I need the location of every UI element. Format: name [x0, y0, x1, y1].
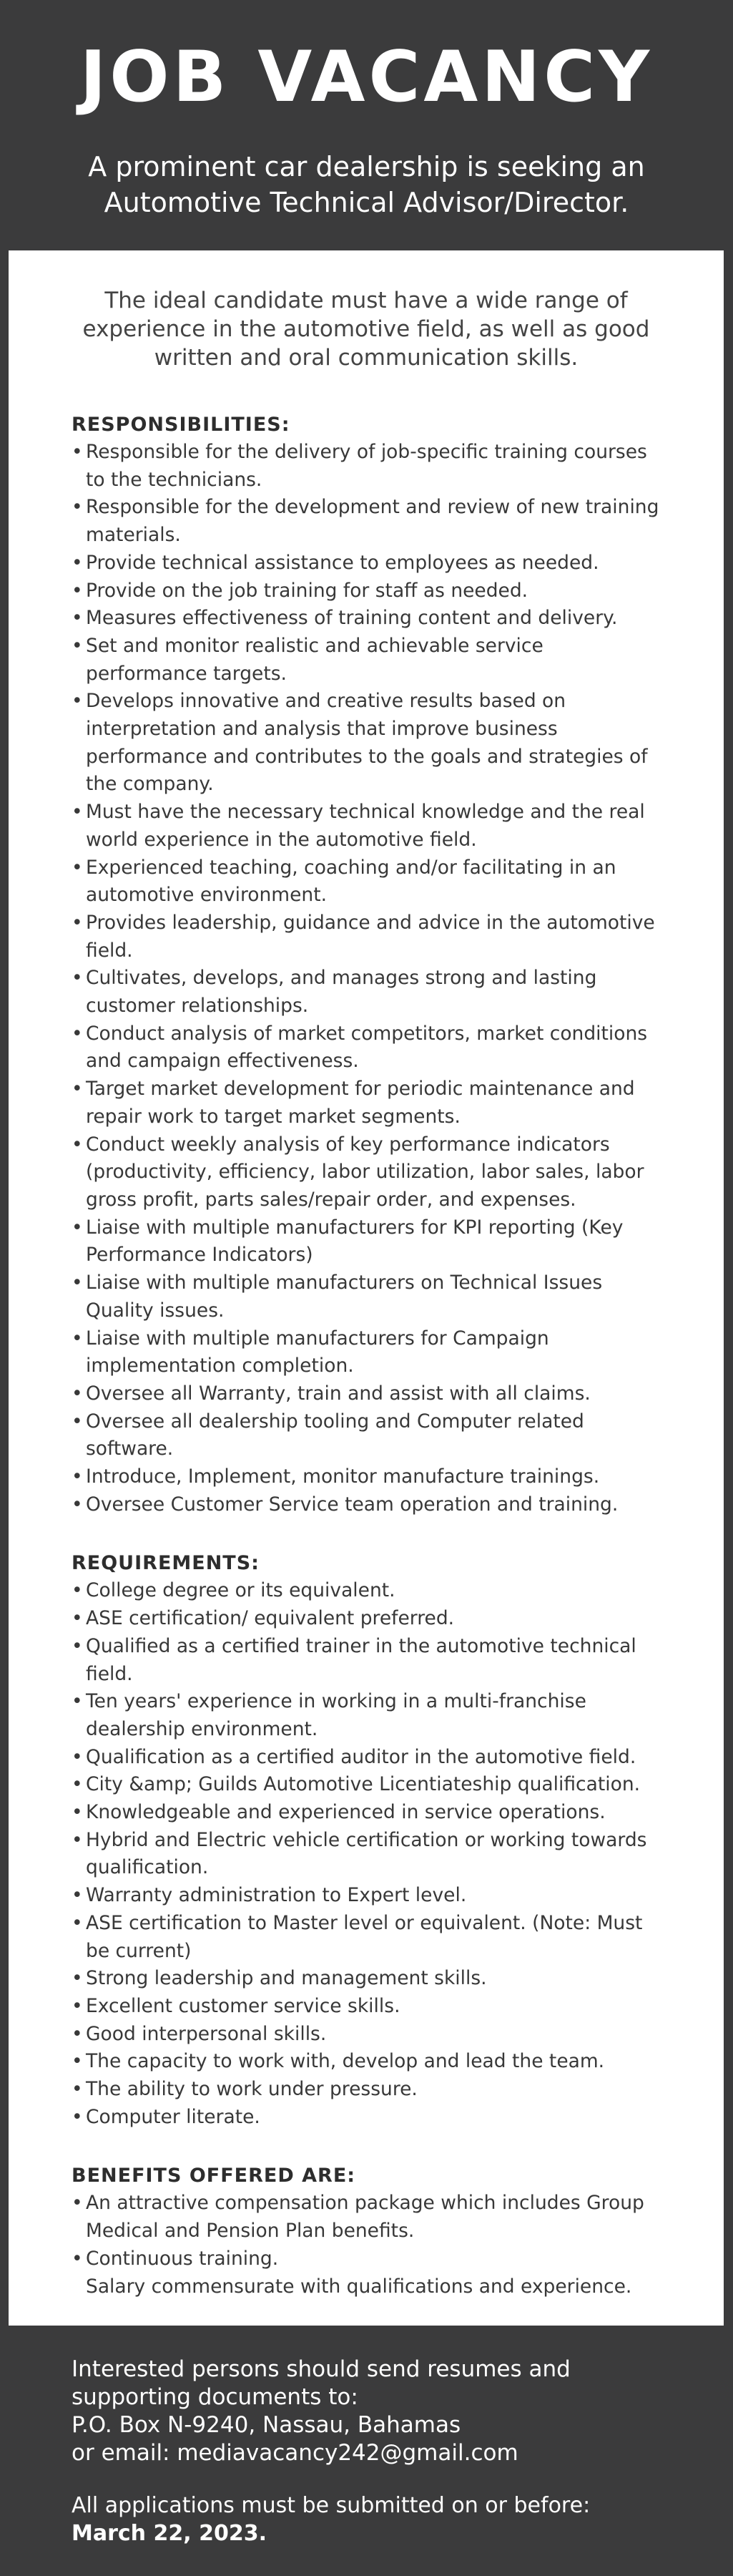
list-item: • Hybrid and Electric vehicle certification or working towards qualification. [72, 1827, 661, 1882]
list-item: • Set and monitor realistic and achievable service performance targets. [72, 633, 661, 688]
list-item: • Good interpersonal skills. [72, 2021, 661, 2049]
contact-line: Interested persons should send resumes and [72, 2356, 571, 2382]
list-item: • Ten years' experience in working in a multi-franchise dealership environment. [72, 1688, 661, 1743]
list-item: • The ability to work under pressure. [72, 2076, 661, 2104]
list-item: • Provides leadership, guidance and advice in the automotive field. [72, 909, 661, 965]
list-item: • The capacity to work with, develop and lead the team. [72, 2048, 661, 2076]
list-item: • Cultivates, develops, and manages strong and lasting customer relationships. [72, 965, 661, 1020]
list-item: • Conduct weekly analysis of key performance indicators (productivity, efficiency, labor utilization, labor sales, labor gross profit, parts sales/repair order, and expenses. [72, 1131, 661, 1214]
list-item: • Oversee all Warranty, train and assist with all claims. [72, 1380, 661, 1408]
list-item: • Qualified as a certified trainer in the automotive technical field. [72, 1633, 661, 1688]
list-item: • Continuous training. [72, 2245, 661, 2273]
list-item: • An attractive compensation package which includes Group Medical and Pension Plan benefits. [72, 2190, 661, 2245]
intro-paragraph [72, 286, 661, 372]
responsibilities-heading: RESPONSIBILITIES: [72, 414, 290, 436]
list-item: • Provide technical assistance to employees as needed. [72, 550, 661, 577]
list-item: • Warranty administration to Expert level. [72, 1882, 661, 1910]
salary-note: Salary commensurate with qualifications and experience. [86, 2275, 632, 2298]
requirements-section [72, 1550, 661, 2131]
list-item: • ASE certification/ equivalent preferred. [72, 1605, 661, 1633]
subtitle-line: Automotive Technical Advisor/Director. [104, 187, 629, 218]
content-card [9, 250, 724, 2326]
list-item: • Strong leadership and management skills. [72, 1965, 661, 1993]
list-item: • Oversee all dealership tooling and Computer related software. [72, 1408, 661, 1463]
deadline-text: All applications must be submitted on or before: [72, 2493, 591, 2518]
list-item: • Knowledgeable and experienced in service operations. [72, 1799, 661, 1827]
list-item: • Liaise with multiple manufacturers for KPI reporting (Key Performance Indicators) [72, 1214, 661, 1269]
list-item: • Measures effectiveness of training content and delivery. [72, 605, 661, 633]
deadline-date: March 22, 2023. [72, 2521, 267, 2546]
responsibilities-section [72, 411, 661, 1518]
benefits-list [72, 2190, 661, 2273]
list-item: • Qualification as a certified auditor in the automotive field. [72, 1744, 661, 1772]
list-item: • Responsible for the delivery of job-specific training courses to the technicians. [72, 439, 661, 494]
contact-block [72, 2356, 701, 2467]
list-item: • ASE certification to Master level or equivalent. (Note: Must be current) [72, 1910, 661, 1965]
intro-line: The ideal candidate must have a wide range of [104, 288, 628, 313]
list-item: • Develops innovative and creative results based on interpretation and analysis that improve business performance and contributes to the goals and strategies of the company. [72, 688, 661, 799]
section-spacer [72, 1518, 661, 1550]
list-item: • Introduce, Implement, monitor manufacture trainings. [72, 1463, 661, 1491]
benefits-section [72, 2162, 661, 2301]
intro-line: experience in the automotive field, as well as good [82, 316, 650, 342]
page-title: JOB VACANCY [79, 36, 654, 118]
list-item: • Must have the necessary technical knowledge and the real world experience in the automotive field. [72, 799, 661, 854]
list-item: • Target market development for periodic maintenance and repair work to target market segments. [72, 1075, 661, 1131]
responsibilities-list [72, 439, 661, 1518]
list-item: • Responsible for the development and review of new training materials. [72, 494, 661, 549]
list-item: • Provide on the job training for staff as needed. [72, 577, 661, 605]
footer-contact [72, 2356, 701, 2548]
list-item: • Conduct analysis of market competitors, market conditions and campaign effectiveness. [72, 1020, 661, 1075]
list-item: • Computer literate. [72, 2104, 661, 2132]
section-spacer [72, 2131, 661, 2162]
list-item: • College degree or its equivalent. [72, 1577, 661, 1605]
list-item: • Liaise with multiple manufacturers on Technical Issues Quality issues. [72, 1269, 661, 1324]
contact-email: or email: mediavacancy242@gmail.com [72, 2440, 518, 2466]
list-item: • City &amp; Guilds Automotive Licentiateship qualification. [72, 1771, 661, 1799]
list-item: • Liaise with multiple manufacturers for Campaign implementation completion. [72, 1325, 661, 1380]
subtitle [0, 149, 733, 220]
intro-line: written and oral communication skills. [154, 345, 579, 371]
contact-line: P.O. Box N-9240, Nassau, Bahamas [72, 2412, 461, 2438]
list-item: • Oversee Customer Service team operation and training. [72, 1491, 661, 1519]
header-banner [0, 0, 733, 250]
list-item: • Experienced teaching, coaching and/or facilitating in an automotive environment. [72, 854, 661, 909]
requirements-list [72, 1577, 661, 2131]
requirements-heading: REQUIREMENTS: [72, 1552, 260, 1575]
list-item: • Excellent customer service skills. [72, 1993, 661, 2021]
contact-line: supporting documents to: [72, 2384, 358, 2410]
benefits-heading: BENEFITS OFFERED ARE: [72, 2165, 356, 2187]
subtitle-line: A prominent car dealership is seeking an [88, 151, 645, 182]
